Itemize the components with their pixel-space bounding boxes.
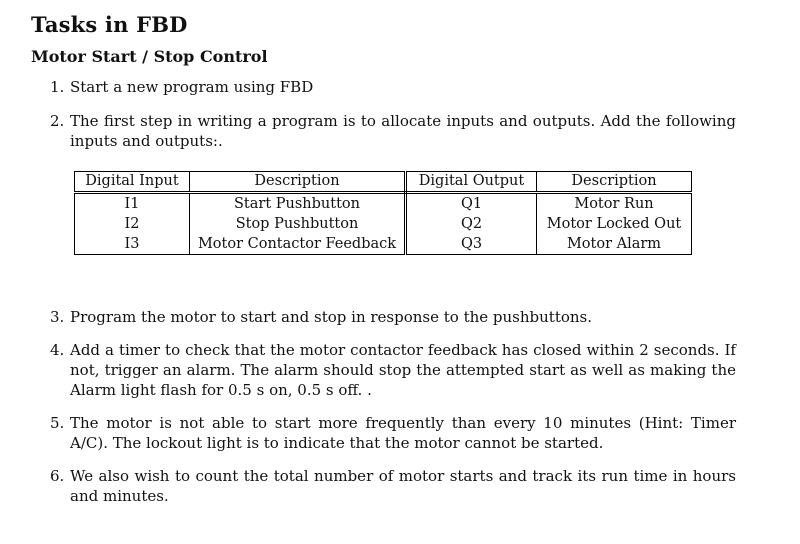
item-text: We also wish to count the total number of motor starts and track its run time in hours and minutes. — [70, 467, 736, 505]
item-number: 4. — [50, 341, 65, 359]
item-text: Program the motor to start and stop in response to the pushbuttons. — [70, 308, 593, 326]
header-description: Description — [537, 172, 692, 193]
table-row — [75, 234, 692, 255]
item-number: 2. — [50, 112, 65, 130]
table-cell: Motor Alarm — [537, 234, 692, 255]
table-cell: I1 — [75, 193, 190, 215]
item-text: The first step in writing a program is to allocate inputs and outputs. Add the following inputs and outputs:. — [70, 112, 736, 150]
table-cell: Motor Contactor Feedback — [190, 234, 406, 255]
list-item — [50, 466, 736, 506]
table-cell: Stop Pushbutton — [190, 214, 406, 234]
list-item — [50, 77, 736, 97]
header-digital-input: Digital Input — [75, 172, 190, 193]
table-cell: Start Pushbutton — [190, 193, 406, 215]
table-header-row — [75, 172, 692, 193]
table-cell: Q3 — [406, 234, 537, 255]
io-table — [74, 171, 692, 255]
table-row — [75, 214, 692, 234]
list-item — [50, 413, 736, 453]
item-number: 1. — [50, 78, 65, 96]
list-item — [50, 307, 736, 327]
item-text: Start a new program using FBD — [70, 78, 314, 96]
item-number: 5. — [50, 414, 65, 432]
header-description: Description — [190, 172, 406, 193]
list-item — [50, 111, 736, 151]
list-item — [50, 340, 736, 400]
item-text: Add a timer to check that the motor contactor feedback has closed within 2 seconds. If not, trigger an alarm. The alarm should stop the attempted start as well as making the Alarm light flash for 0.5 s on, 0.5 s off. . — [70, 341, 736, 399]
table-cell: Motor Locked Out — [537, 214, 692, 234]
page-title: Tasks in FBD — [31, 12, 188, 37]
table-cell: I3 — [75, 234, 190, 255]
header-digital-output: Digital Output — [406, 172, 537, 193]
section-heading: Motor Start / Stop Control — [31, 47, 268, 66]
table-cell: Q1 — [406, 193, 537, 215]
table-cell: I2 — [75, 214, 190, 234]
table-row — [75, 193, 692, 215]
item-number: 6. — [50, 467, 65, 485]
item-text: The motor is not able to start more frequently than every 10 minutes (Hint: Timer A/C). The lockout light is to indicate that the motor cannot be started. — [70, 414, 736, 452]
table-cell: Q2 — [406, 214, 537, 234]
item-number: 3. — [50, 308, 65, 326]
table-cell: Motor Run — [537, 193, 692, 215]
